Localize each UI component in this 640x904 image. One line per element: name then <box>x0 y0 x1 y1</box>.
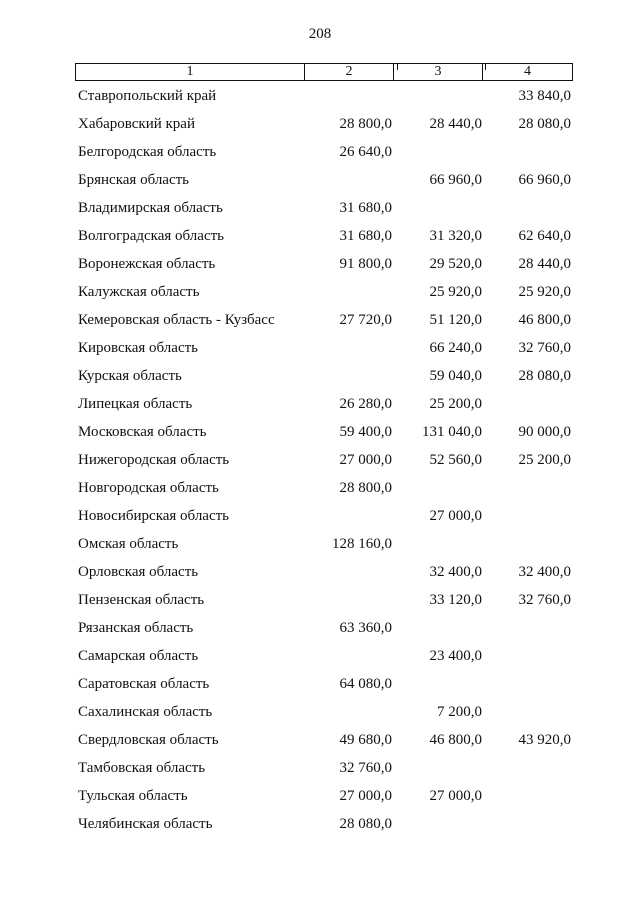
table-row <box>0 702 640 730</box>
value-col-4: 28 440,0 <box>518 256 571 272</box>
value-col-3: 27 000,0 <box>429 788 482 804</box>
value-col-4: 62 640,0 <box>518 228 571 244</box>
table-row <box>0 282 640 310</box>
value-col-4: 90 000,0 <box>518 424 571 440</box>
region-name: Кировская область <box>78 340 199 356</box>
value-col-2: 64 080,0 <box>339 676 392 692</box>
region-name: Ставропольский край <box>78 88 217 104</box>
value-col-3: 25 920,0 <box>429 284 482 300</box>
table-row <box>0 534 640 562</box>
region-name: Саратовская область <box>78 676 210 692</box>
value-col-2: 91 800,0 <box>339 256 392 272</box>
value-col-3: 33 120,0 <box>429 592 482 608</box>
region-name: Орловская область <box>78 564 199 580</box>
header-col-4: 4 <box>524 64 531 79</box>
value-col-3: 31 320,0 <box>429 228 482 244</box>
table-row <box>0 478 640 506</box>
value-col-2: 128 160,0 <box>332 536 392 552</box>
header-col-2: 2 <box>305 64 394 80</box>
region-name: Воронежская область <box>78 256 216 272</box>
value-col-2: 28 080,0 <box>339 816 392 832</box>
table-row <box>0 786 640 814</box>
table-body <box>0 86 640 842</box>
region-name: Московская область <box>78 424 207 440</box>
table-row <box>0 394 640 422</box>
region-name: Новгородская область <box>78 480 219 496</box>
table-row <box>0 86 640 114</box>
value-col-3: 27 000,0 <box>429 508 482 524</box>
table-row <box>0 114 640 142</box>
value-col-4: 32 760,0 <box>518 592 571 608</box>
table-row <box>0 506 640 534</box>
value-col-2: 26 640,0 <box>339 144 392 160</box>
region-name: Пензенская область <box>78 592 205 608</box>
value-col-3: 28 440,0 <box>429 116 482 132</box>
table-row <box>0 142 640 170</box>
table-row <box>0 674 640 702</box>
value-col-3: 51 120,0 <box>429 312 482 328</box>
header-tick <box>397 64 398 70</box>
value-col-3: 29 520,0 <box>429 256 482 272</box>
value-col-3: 66 960,0 <box>429 172 482 188</box>
table-row <box>0 562 640 590</box>
header-col-3: 3 <box>394 64 483 80</box>
value-col-2: 27 000,0 <box>339 788 392 804</box>
region-name: Курская область <box>78 368 182 384</box>
region-name: Белгородская область <box>78 144 217 160</box>
table-row <box>0 646 640 674</box>
region-name: Нижегородская область <box>78 452 230 468</box>
region-name: Новосибирская область <box>78 508 230 524</box>
table-row <box>0 366 640 394</box>
region-name: Липецкая область <box>78 396 193 412</box>
region-name: Челябинская область <box>78 816 213 832</box>
table-row <box>0 226 640 254</box>
table-row <box>0 310 640 338</box>
value-col-4: 32 760,0 <box>518 340 571 356</box>
table-row <box>0 730 640 758</box>
value-col-4: 33 840,0 <box>518 88 571 104</box>
value-col-3: 32 400,0 <box>429 564 482 580</box>
region-name: Омская область <box>78 536 179 552</box>
table-header <box>75 63 573 81</box>
value-col-3: 52 560,0 <box>429 452 482 468</box>
value-col-4: 28 080,0 <box>518 116 571 132</box>
page-number: 208 <box>308 26 332 42</box>
value-col-3: 7 200,0 <box>437 704 482 720</box>
header-col-1: 1 <box>76 64 305 80</box>
region-name: Хабаровский край <box>78 116 195 132</box>
region-name: Калужская область <box>78 284 200 300</box>
value-col-2: 28 800,0 <box>339 480 392 496</box>
value-col-4: 28 080,0 <box>518 368 571 384</box>
value-col-3: 23 400,0 <box>429 648 482 664</box>
value-col-2: 32 760,0 <box>339 760 392 776</box>
value-col-3: 25 200,0 <box>429 396 482 412</box>
table-row <box>0 618 640 646</box>
value-col-4: 25 920,0 <box>518 284 571 300</box>
value-col-2: 27 720,0 <box>339 312 392 328</box>
region-name: Тульская область <box>78 788 188 804</box>
region-name: Брянская область <box>78 172 190 188</box>
value-col-4: 25 200,0 <box>518 452 571 468</box>
region-name: Сахалинская область <box>78 704 213 720</box>
region-name: Свердловская область <box>78 732 219 748</box>
table-row <box>0 590 640 618</box>
value-col-2: 63 360,0 <box>339 620 392 636</box>
table-row <box>0 450 640 478</box>
region-name: Волгоградская область <box>78 228 224 244</box>
value-col-4: 46 800,0 <box>518 312 571 328</box>
value-col-3: 59 040,0 <box>429 368 482 384</box>
region-name: Рязанская область <box>78 620 194 636</box>
value-col-4: 66 960,0 <box>518 172 571 188</box>
value-col-4: 43 920,0 <box>518 732 571 748</box>
region-name: Самарская область <box>78 648 199 664</box>
table-row <box>0 422 640 450</box>
value-col-3: 46 800,0 <box>429 732 482 748</box>
value-col-2: 27 000,0 <box>339 452 392 468</box>
table-row <box>0 338 640 366</box>
value-col-2: 59 400,0 <box>339 424 392 440</box>
table-row <box>0 170 640 198</box>
value-col-2: 26 280,0 <box>339 396 392 412</box>
region-name: Владимирская область <box>78 200 223 216</box>
value-col-2: 28 800,0 <box>339 116 392 132</box>
table-row <box>0 254 640 282</box>
table-row <box>0 814 640 842</box>
value-col-2: 31 680,0 <box>339 228 392 244</box>
header-tick <box>485 64 486 70</box>
value-col-3: 131 040,0 <box>422 424 482 440</box>
value-col-4: 32 400,0 <box>518 564 571 580</box>
value-col-3: 66 240,0 <box>429 340 482 356</box>
value-col-2: 31 680,0 <box>339 200 392 216</box>
value-col-2: 49 680,0 <box>339 732 392 748</box>
region-name: Кемеровская область - Кузбасс <box>78 312 275 328</box>
table-row <box>0 198 640 226</box>
table-row <box>0 758 640 786</box>
region-name: Тамбовская область <box>78 760 206 776</box>
